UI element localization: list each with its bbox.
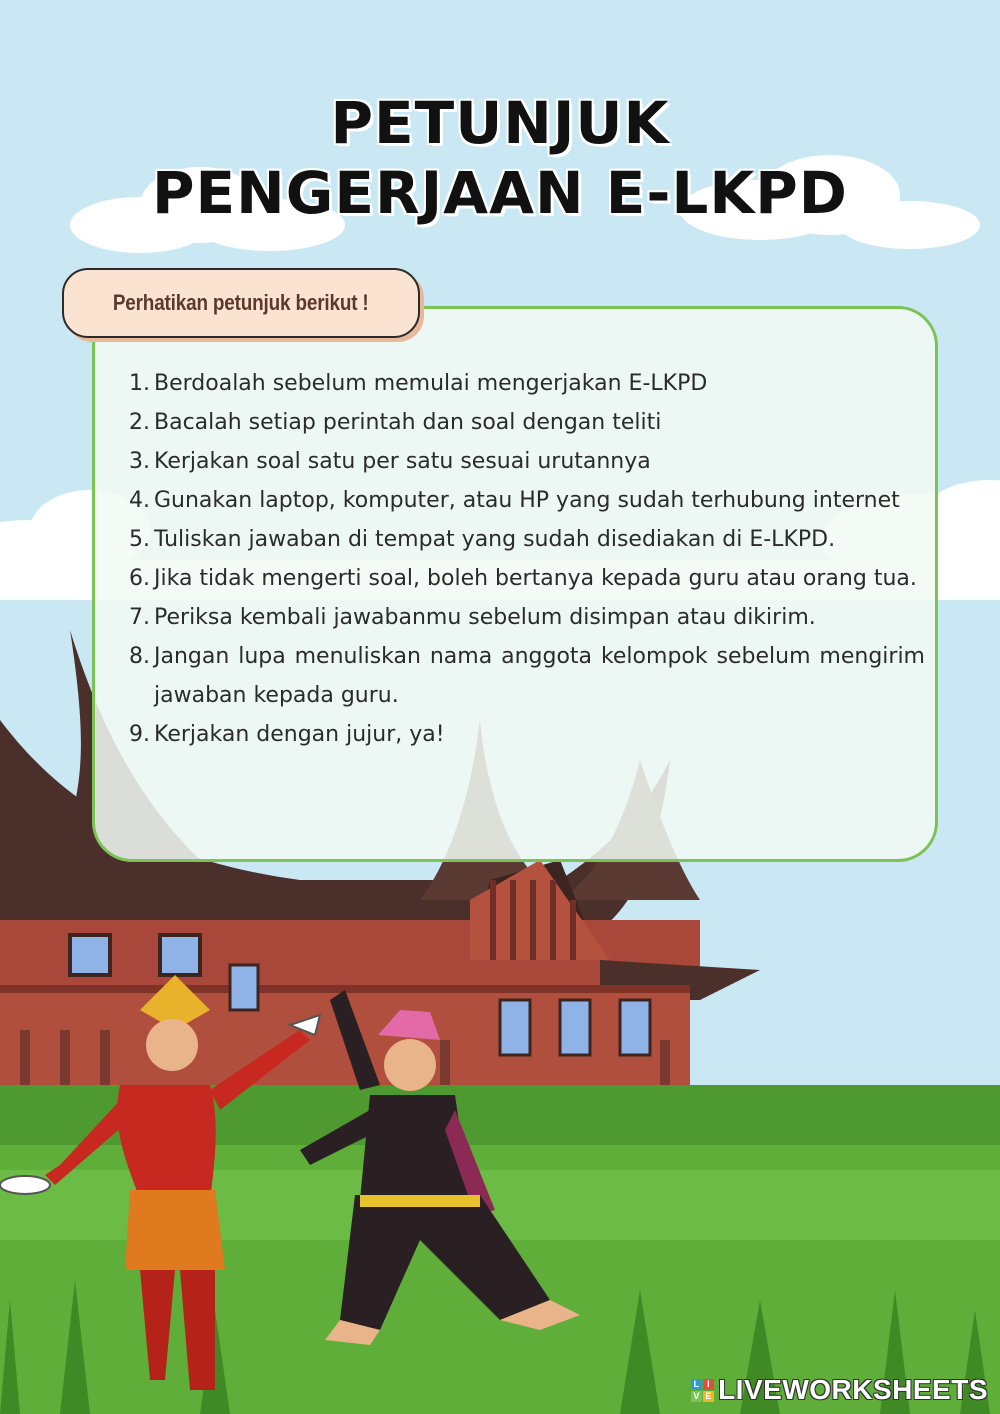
list-item — [120, 442, 925, 481]
list-item — [120, 403, 925, 442]
page-title-line-1: PETUNJUK — [330, 89, 670, 157]
list-item — [120, 520, 925, 559]
step-text: Kerjakan soal satu per satu sesuai urutannya — [154, 449, 651, 474]
step-number: 7. — [129, 605, 150, 630]
page-title-line-2: PENGERJAAN E-LKPD — [152, 159, 848, 227]
instructions-list — [120, 364, 925, 754]
list-item — [120, 481, 925, 520]
liveworksheets-logo-icon — [691, 1379, 714, 1402]
step-number: 5. — [129, 527, 150, 552]
page-title — [0, 88, 1000, 228]
liveworksheets-brand: LIVEWORKSHEETS — [718, 1374, 988, 1405]
instructions-tag — [62, 268, 420, 338]
step-text: Jangan lupa menuliskan nama anggota kelompok sebelum mengirim jawaban kepada guru. — [154, 644, 925, 708]
step-number: 1. — [129, 371, 150, 396]
instructions-tag-label: Perhatikan petunjuk berikut ! — [113, 290, 369, 315]
step-text: Periksa kembali jawabanmu sebelum disimpan atau dikirim. — [154, 605, 816, 630]
step-number: 4. — [129, 488, 150, 513]
list-item — [120, 364, 925, 403]
step-text: Jika tidak mengerti soal, boleh bertanya kepada guru atau orang tua. — [154, 566, 917, 591]
step-number: 3. — [129, 449, 150, 474]
logo-letter: I — [703, 1379, 714, 1390]
list-item — [120, 715, 925, 754]
step-number: 6. — [129, 566, 150, 591]
list-item — [120, 598, 925, 637]
logo-letter: E — [703, 1391, 714, 1402]
step-number: 9. — [129, 722, 150, 747]
liveworksheets-logo[interactable] — [691, 1374, 988, 1406]
step-text: Bacalah setiap perintah dan soal dengan teliti — [154, 410, 662, 435]
list-item — [120, 559, 925, 598]
step-text: Berdoalah sebelum memulai mengerjakan E-LKPD — [154, 371, 708, 396]
step-number: 8. — [129, 644, 150, 669]
list-item — [120, 637, 925, 715]
logo-letter: L — [691, 1379, 702, 1390]
step-text: Gunakan laptop, komputer, atau HP yang sudah terhubung internet — [154, 488, 900, 513]
logo-letter: V — [691, 1391, 702, 1402]
step-text: Tuliskan jawaban di tempat yang sudah disediakan di E-LKPD. — [154, 527, 836, 552]
step-number: 2. — [129, 410, 150, 435]
step-text: Kerjakan dengan jujur, ya! — [154, 722, 445, 747]
